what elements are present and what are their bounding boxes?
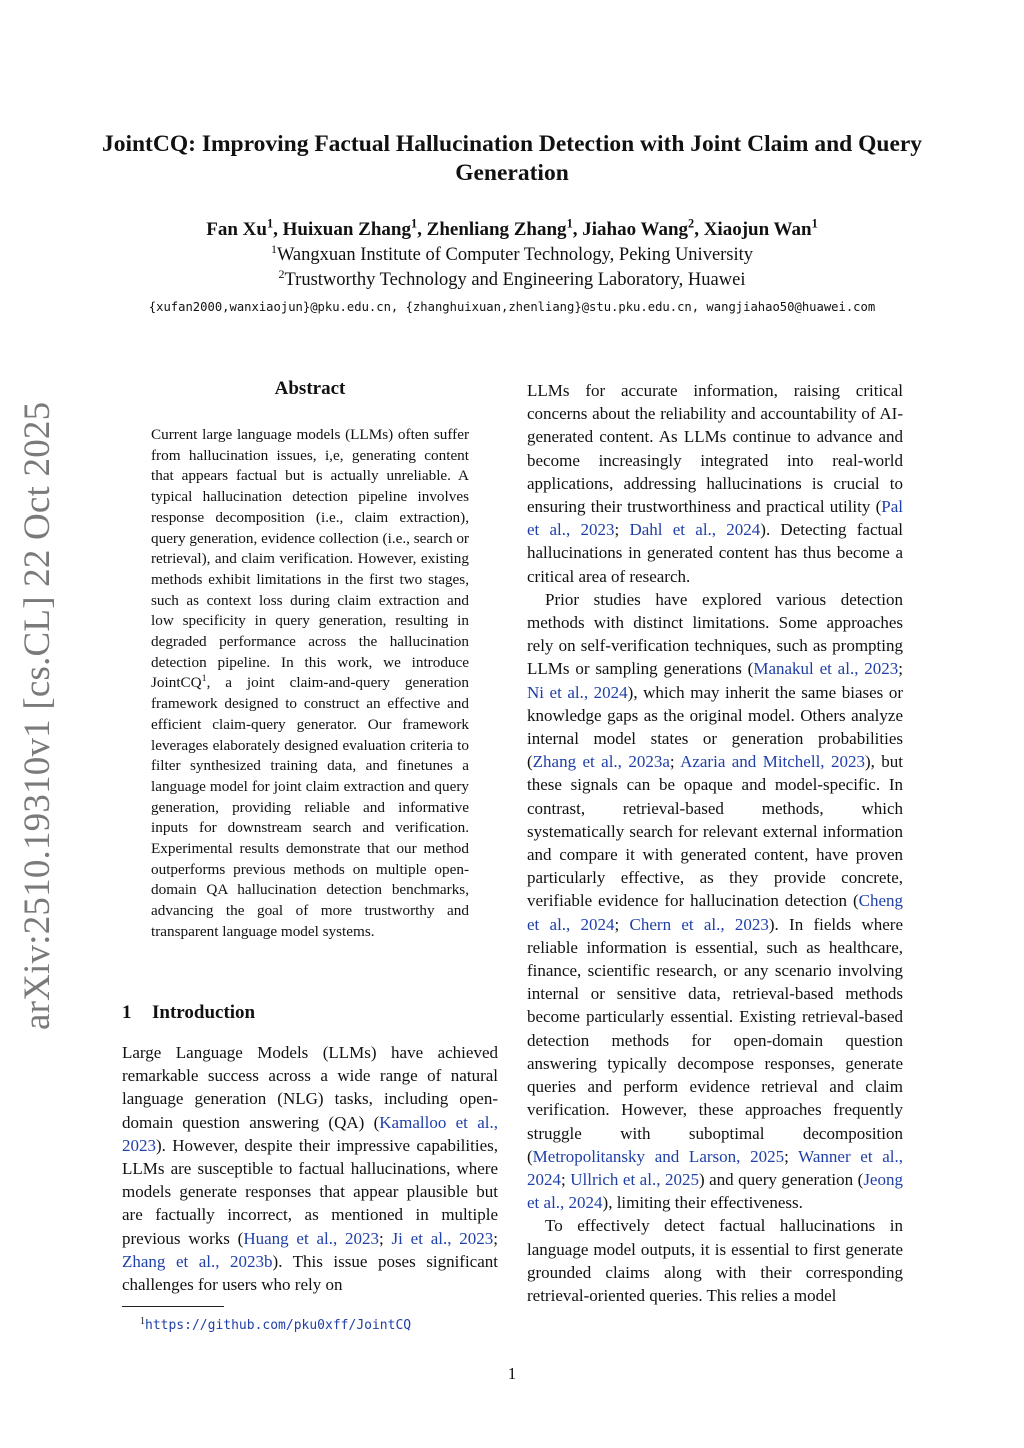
author-name: Zhenliang Zhang — [426, 219, 567, 240]
affiliation-1 — [0, 241, 1024, 266]
paragraph-text: ), limiting their effectiveness. — [602, 1193, 803, 1213]
paragraph-text: ), but these signals can be opaque and model-specific. In contrast, retrieval-based methods, which systematically search for relevant external information and compare it with generated content, have proven particularly effective, as they provide concrete, verifiable evidence for hallucination detection ( — [527, 752, 903, 911]
paragraph-text: Large Language Models (LLMs) have achieved remarkable success across a wide range of natural language generation (NLG) tasks, including open-domain question answering (QA) ( — [122, 1043, 498, 1132]
paragraph-text: ), which may inherit the same biases or knowledge gaps as the original model. Others analyze internal model states or generation probabilities ( — [527, 682, 903, 772]
paragraph-text: ; — [614, 520, 630, 540]
affiliation-mark: 1 — [270, 241, 277, 256]
page-number: 1 — [507, 1364, 517, 1383]
paragraph-text: ; — [669, 752, 681, 772]
paragraph — [122, 1041, 498, 1296]
author-affiliation-mark: 2 — [688, 216, 695, 231]
intro-left-column — [122, 1041, 498, 1296]
affiliation-text: Wangxuan Institute of Computer Technology, Peking University — [276, 245, 754, 265]
paragraph-text: ; — [561, 1169, 571, 1189]
paragraph-text: LLMs for accurate information, raising critical concerns about the reliability and accountability of AI-generated content. As LLMs continue to advance and become increasingly integrated into real-world applications, addressing hallucinations is crucial to ensuring their trustworthiness and practical utility ( — [527, 381, 903, 517]
paper-title: JointCQ: Improving Factual Hallucination Detection with Joint Claim and Query Generation — [101, 131, 923, 186]
citation-link[interactable]: Jeong et al., 2024 — [527, 1169, 903, 1213]
citation-link[interactable]: Huang et al., 2023 — [243, 1228, 380, 1248]
citation-link[interactable]: Metropolitansky and Larson, 2025 — [532, 1146, 785, 1166]
paragraph-text: ; — [784, 1146, 799, 1166]
citation-link[interactable]: Pal et al., 2023 — [527, 497, 903, 540]
paragraph-text: ). In fields where reliable information is essential, such as healthcare, finance, scientific research, or any scenario involving internal or sensitive data, retrieval-based methods become particularly essential. Existing retrieval-based detection methods for open-domain question answering typically decompose responses, generate queries and perform evidence retrieval and claim verification. However, these approaches frequently struggle with suboptimal decomposition ( — [527, 914, 903, 1166]
paragraph-text: Prior studies have explored various detection methods with distinct limitations. Some approaches rely on self-verification techniques, such as prompting LLMs or sampling generations ( — [527, 589, 903, 679]
citation-link[interactable]: Zhang et al., 2023b — [122, 1251, 273, 1271]
citation-link[interactable]: Kamalloo et al., 2023 — [122, 1112, 498, 1155]
abstract-body — [151, 425, 469, 943]
citation-link[interactable]: Ullrich et al., 2025 — [570, 1169, 699, 1189]
author-name: Fan Xu — [206, 219, 267, 240]
paragraph-text: To effectively detect factual hallucinations in language model outputs, it is essential to first generate grounded claims along with their corresponding retrieval-oriented queries. This relies a model — [527, 1216, 903, 1305]
author-affiliation-mark: 1 — [811, 216, 818, 231]
author-affiliation-mark: 1 — [566, 216, 573, 231]
author-name: Xiaojun Wan — [703, 219, 812, 240]
affiliation-2 — [0, 266, 1024, 291]
citation-link[interactable]: Chern et al., 2023 — [629, 914, 769, 934]
citation-link[interactable]: Cheng et al., 2024 — [527, 891, 903, 934]
paragraph-text: ) and query generation ( — [698, 1169, 864, 1189]
author-affiliation-mark: 1 — [410, 216, 418, 231]
footnote-link[interactable]: https://github.com/pku0xff/JointCQ — [145, 1318, 412, 1333]
citation-link[interactable]: Azaria and Mitchell, 2023 — [680, 752, 865, 772]
paragraph-text: ; — [493, 1228, 498, 1248]
arxiv-identifier-stamp: arXiv:2510.19310v1 [cs.CL] 22 Oct 2025 — [17, 401, 58, 1030]
paragraph-text: ). This issue poses significant challenges for users who rely on — [122, 1251, 499, 1295]
citation-link[interactable]: Dahl et al., 2024 — [629, 520, 761, 540]
paragraph — [527, 379, 903, 588]
footnote-mark: 1 — [140, 1316, 145, 1327]
author-emails: {xufan2000,wanxiaojun}@pku.edu.cn, {zhanghuixuan,zhenliang}@stu.pku.edu.cn, wangjiahao50@huawei.com — [148, 300, 876, 314]
footnote-reference[interactable]: 1 — [201, 673, 207, 685]
author-list: Fan Xu$^1$, Huixuan Zhang$^1$, Zhenliang Zhang$^1$, Jiahao Wang$^2$, Xiaojun Wan$^1$ — [206, 216, 818, 240]
abstract-text-part: Current large language models (LLMs) often suffer from hallucination issues, i,e, generating content that appears factual but is actually unreliable. A typical hallucination detection pipeline involves response decomposition (i.e., claim extraction), query generation, evidence collection (i.e., search or retrieval), and claim verification. However, existing methods exhibit limitations in the first two stages, such as context loss during claim extraction and low specificity in query generation, resulting in degraded performance across the hallucination detection pipeline. In this work, we introduce JointCQ — [151, 426, 469, 692]
author-affiliation-mark: 1 — [266, 216, 274, 231]
abstract-text-part: , a joint claim-and-query generation framework designed to construct an effective and efficient claim-query generator. Our framework leverages elaborately designed evaluation criteria to filter synthesized training data, and finetunes a language model for joint claim extraction and query generation, providing reliable and informative inputs for downstream search and verification. Experimental results demonstrate that our method outperforms previous methods on multiple open-domain QA hallucination detection benchmarks, advancing the goal of more trustworthy and transparent language model systems. — [151, 674, 469, 940]
paragraph-text: ; — [898, 659, 904, 679]
paragraph-text: ). However, despite their impressive capabilities, LLMs are susceptible to factual hallucinations, where models generate responses that appear plausible but are factually incorrect, as mentioned in multiple previous works ( — [122, 1135, 498, 1248]
citation-link[interactable]: Ji et al., 2023 — [391, 1228, 494, 1248]
affiliation-mark: 2 — [278, 266, 285, 281]
paragraph — [527, 588, 903, 1214]
citation-link[interactable]: Ni et al., 2024 — [527, 682, 628, 702]
footnote-divider — [122, 1306, 224, 1307]
section-heading-introduction — [122, 1002, 255, 1024]
citation-link[interactable]: Wanner et al., 2024 — [527, 1146, 903, 1189]
author-name: Jiahao Wang — [582, 219, 689, 240]
section-number: 1 — [122, 1002, 132, 1023]
intro-right-column — [527, 379, 903, 1307]
paragraph-text: ; — [614, 914, 630, 934]
section-title: Introduction — [152, 1002, 256, 1023]
paragraph-text: ). Detecting factual hallucinations in generated content has thus become a critical area of research. — [527, 520, 903, 586]
affiliation-text: Trustworthy Technology and Engineering Laboratory, Huawei — [284, 270, 746, 290]
author-name: Huixuan Zhang — [282, 219, 411, 240]
citation-link[interactable]: Manakul et al., 2023 — [753, 659, 899, 679]
footnote — [140, 1316, 411, 1333]
abstract-heading: Abstract — [274, 378, 346, 399]
paragraph-text: ; — [379, 1228, 392, 1248]
paragraph — [527, 1214, 903, 1307]
citation-link[interactable]: Zhang et al., 2023a — [532, 752, 670, 772]
